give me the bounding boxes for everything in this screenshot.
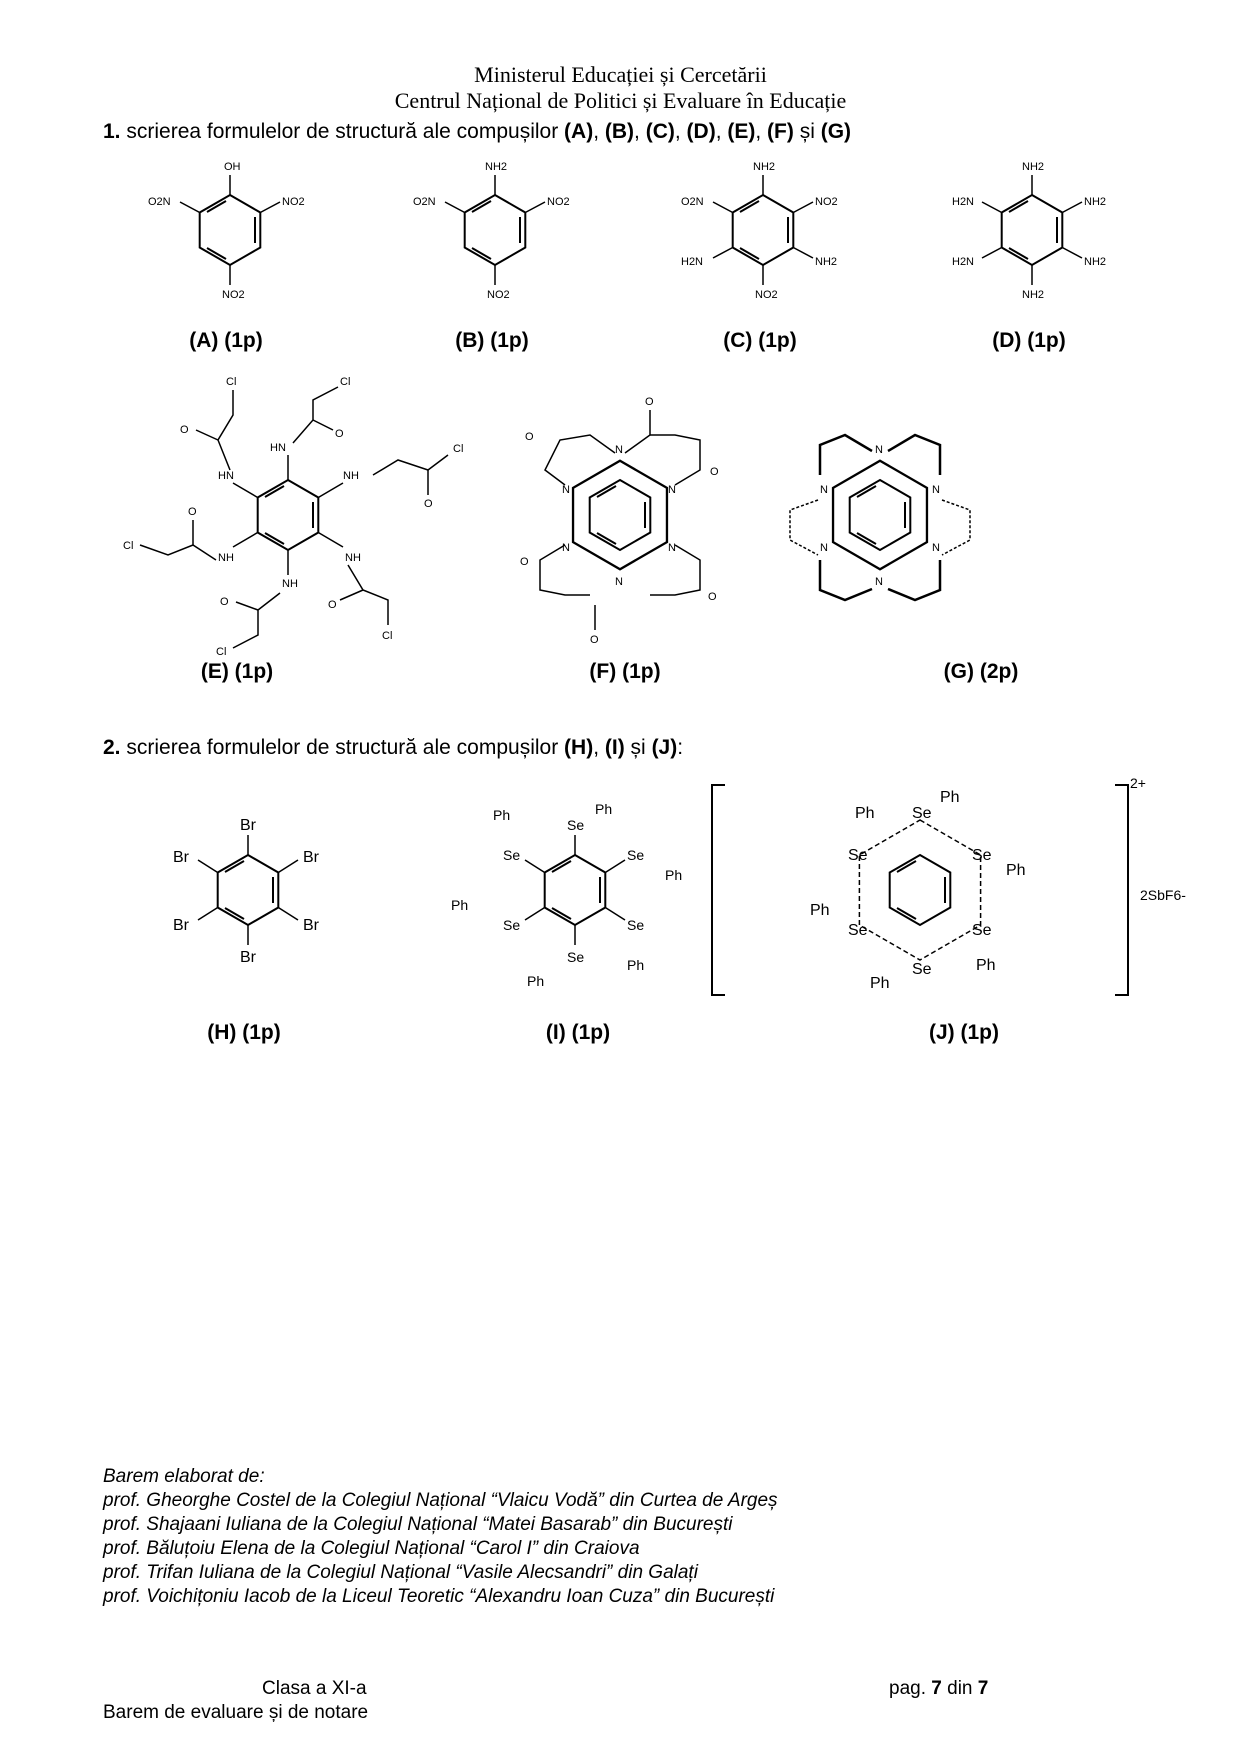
footer-doc: Barem de evaluare și de notare [103, 1702, 369, 1723]
caption-b: (B) (1p) [455, 329, 529, 352]
caption-d: (D) (1p) [992, 329, 1066, 352]
question-text: scrierea formulelor de structură ale compușilor [126, 120, 559, 143]
svg-text:Se: Se [972, 847, 992, 864]
svg-text:NH: NH [343, 470, 359, 482]
header-center: Centrul Național de Politici și Evaluare în Educație [394, 88, 847, 113]
svg-text:Ph: Ph [976, 957, 996, 974]
compound-d-structure [952, 161, 1106, 301]
svg-text:N: N [668, 484, 676, 496]
footer-page: pag. 7 din 7 [889, 1678, 989, 1699]
svg-text:N: N [615, 444, 623, 456]
svg-text:O: O [424, 498, 433, 510]
svg-text:H2N: H2N [681, 256, 704, 268]
charge-label: 2+ [1130, 775, 1146, 791]
svg-text:Ph: Ph [493, 807, 511, 823]
svg-text:O2N: O2N [681, 196, 704, 208]
credit-line: prof. Băluțoiu Elena de la Colegiul Național “Carol I” din Craiova [103, 1538, 640, 1559]
svg-text:NO2: NO2 [282, 196, 305, 208]
svg-text:NH2: NH2 [753, 161, 776, 173]
svg-text:Ph: Ph [940, 789, 960, 806]
svg-text:Se: Se [503, 847, 521, 863]
svg-text:NO2: NO2 [755, 289, 778, 301]
svg-text:Se: Se [567, 817, 585, 833]
structures-row-1 [100, 150, 1160, 330]
svg-text:Se: Se [912, 805, 932, 822]
svg-text:Se: Se [567, 949, 585, 965]
credit-line: prof. Shajaani Iuliana de la Colegiul Național “Matei Basarab” din București [103, 1514, 733, 1535]
svg-text:Cl: Cl [226, 376, 237, 388]
svg-text:H2N: H2N [952, 196, 975, 208]
svg-text:Se: Se [848, 847, 868, 864]
svg-text:NH: NH [218, 552, 234, 564]
svg-text:NO2: NO2 [547, 196, 570, 208]
svg-text:Cl: Cl [340, 376, 351, 388]
svg-text:Se: Se [627, 917, 645, 933]
svg-text:Se: Se [912, 961, 932, 978]
caption-j: (J) (1p) [929, 1021, 999, 1044]
svg-text:N: N [668, 542, 676, 554]
svg-text:Ph: Ph [451, 897, 469, 913]
svg-text:Ph: Ph [1006, 862, 1026, 879]
svg-text:HN: HN [270, 442, 286, 454]
svg-text:O: O [188, 506, 197, 518]
svg-text:Cl: Cl [453, 443, 464, 455]
compound-a-structure [148, 161, 305, 301]
svg-text:Cl: Cl [123, 540, 134, 552]
svg-text:N: N [820, 484, 828, 496]
compound-b-structure [413, 161, 570, 301]
caption-g: (G) (2p) [943, 660, 1019, 683]
svg-text:NH2: NH2 [1022, 161, 1045, 173]
svg-text:O: O [520, 556, 529, 568]
svg-text:NH: NH [345, 552, 361, 564]
counterion-label: 2SbF6- [1140, 887, 1186, 903]
hydroxyl-label: OH [224, 161, 241, 173]
svg-text:N: N [820, 542, 828, 554]
svg-text:N: N [875, 444, 883, 456]
svg-text:O: O [708, 591, 717, 603]
question-2: 2. scrierea formulelor de structură ale compușilor (H), (I) și (J): [103, 736, 684, 759]
question-text: scrierea formulelor de structură ale compușilor [126, 736, 559, 759]
svg-text:Se: Se [848, 922, 868, 939]
svg-text:Br: Br [240, 949, 256, 966]
svg-text:N: N [932, 484, 940, 496]
svg-text:N: N [615, 576, 623, 588]
compound-f-structure [520, 396, 719, 646]
structures-row-3 [130, 765, 1186, 1025]
svg-text:H2N: H2N [952, 256, 975, 268]
credits [103, 1465, 778, 1609]
footer-class: Clasa a XI-a [262, 1678, 367, 1699]
compound-g-structure [790, 435, 970, 600]
caption-f: (F) (1p) [589, 660, 661, 683]
svg-text:Ph: Ph [595, 801, 613, 817]
caption-i: (I) (1p) [545, 1021, 611, 1044]
svg-text:NO2: NO2 [487, 289, 510, 301]
header-ministry: Ministerul Educației și Cercetării [474, 62, 767, 87]
svg-text:Ph: Ph [855, 805, 875, 822]
svg-text:Br: Br [303, 849, 319, 866]
svg-text:O: O [180, 424, 189, 436]
svg-text:Se: Se [503, 917, 521, 933]
compound-j-structure [712, 775, 1186, 995]
svg-text:N: N [932, 542, 940, 554]
svg-text:O: O [328, 599, 337, 611]
svg-text:N: N [562, 484, 570, 496]
svg-text:NH2: NH2 [1084, 256, 1107, 268]
svg-text:Br: Br [173, 849, 189, 866]
caption-c: (C) (1p) [723, 329, 797, 352]
svg-text:Ph: Ph [870, 975, 890, 992]
svg-text:NH2: NH2 [1084, 196, 1107, 208]
caption-a: (A) (1p) [189, 329, 263, 352]
svg-text:NO2: NO2 [815, 196, 838, 208]
svg-text:Ph: Ph [665, 867, 683, 883]
compound-e-structure [123, 376, 463, 658]
credits-title: Barem elaborat de: [103, 1466, 265, 1487]
svg-text:NH2: NH2 [485, 161, 508, 173]
svg-text:Cl: Cl [216, 646, 227, 658]
svg-text:NO2: NO2 [222, 289, 245, 301]
question-number: 1. [103, 120, 121, 143]
svg-text:Br: Br [240, 817, 256, 834]
caption-h: (H) (1p) [207, 1021, 281, 1044]
credit-line: prof. Trifan Iuliana de la Colegiul Național “Vasile Alecsandri” din Galați [103, 1562, 698, 1583]
question-number: 2. [103, 736, 121, 759]
compound-i-structure [451, 801, 682, 989]
svg-text:Ph: Ph [527, 973, 545, 989]
question-1: 1. scrierea formulelor de structură ale compușilor (A), (B), (C), (D), (E), (F) și (G) [103, 120, 852, 143]
compound-c-structure [681, 161, 838, 301]
svg-text:O2N: O2N [148, 196, 171, 208]
svg-text:O: O [710, 466, 719, 478]
compound-h-structure [173, 817, 320, 966]
svg-text:N: N [875, 576, 883, 588]
svg-text:HN: HN [218, 470, 234, 482]
svg-text:Br: Br [173, 917, 189, 934]
svg-text:O: O [645, 396, 654, 408]
svg-text:NH2: NH2 [815, 256, 838, 268]
svg-text:O: O [525, 431, 534, 443]
svg-text:O2N: O2N [413, 196, 436, 208]
svg-text:Ph: Ph [627, 957, 645, 973]
svg-text:Cl: Cl [382, 630, 393, 642]
svg-text:O: O [220, 596, 229, 608]
svg-text:N: N [562, 542, 570, 554]
svg-text:Br: Br [303, 917, 319, 934]
svg-text:Se: Se [972, 922, 992, 939]
credit-line: prof. Gheorghe Costel de la Colegiul Național “Vlaicu Vodă” din Curtea de Argeș [103, 1490, 778, 1511]
structures-row-2 [110, 370, 1140, 670]
svg-text:O: O [590, 634, 599, 646]
credit-line: prof. Voichițoniu Iacob de la Liceul Teoretic “Alexandru Ioan Cuza” din București [103, 1586, 775, 1607]
svg-text:Se: Se [627, 847, 645, 863]
caption-e: (E) (1p) [200, 660, 274, 683]
svg-text:NH2: NH2 [1022, 289, 1045, 301]
svg-text:O: O [335, 428, 344, 440]
svg-text:Ph: Ph [810, 902, 830, 919]
svg-text:NH: NH [282, 578, 298, 590]
